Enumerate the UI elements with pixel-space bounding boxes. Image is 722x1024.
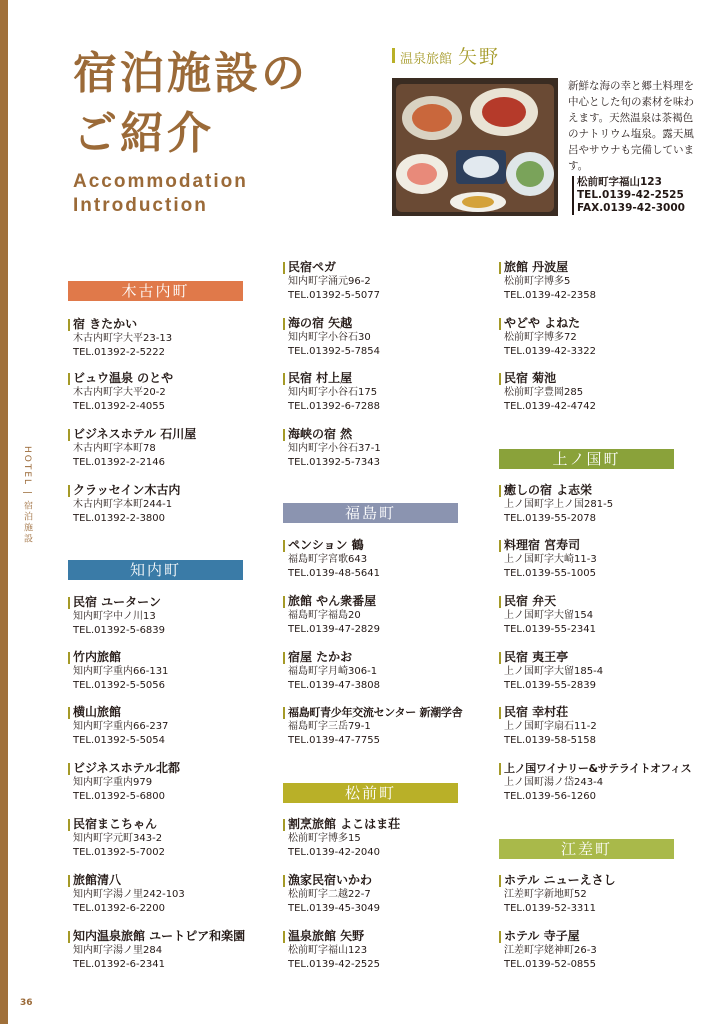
entry-name: 旅館 丹波屋 [499,260,699,275]
list-item [499,371,699,414]
entry-name: 民宿まこちゃん [68,817,268,832]
featured-hotel [392,42,692,222]
entry-tel: TEL.0139-55-2839 [504,680,597,691]
entry-tel: TEL.01392-2-3800 [73,513,166,524]
list-item [283,594,483,637]
entry-address: 木古内町字本町244-1 [73,499,173,510]
entry-tel: TEL.01392-2-5222 [73,347,166,358]
featured-hotel-header [392,42,500,69]
entry-tel: TEL.01392-2-4055 [73,401,166,412]
entry-address: 上ノ国町湯ノ岱243-4 [504,777,604,788]
entry-tel: TEL.0139-47-2829 [288,624,381,635]
page-title [73,44,308,164]
entry-name: 知内温泉旅館 ユートピア和楽園 [68,929,268,944]
entry-address: 上ノ国町字大留154 [504,610,594,621]
entry-name: 民宿 夷王亭 [499,650,699,665]
featured-hotel-fax: FAX.0139-42-3000 [577,202,685,214]
entry-name: 民宿 ユーターン [68,595,268,610]
list-item [283,650,483,693]
entry-address: 知内町字小谷石175 [288,387,378,398]
entry-address: 松前町字博多72 [504,332,577,343]
entry-tel: TEL.0139-48-5641 [288,568,381,579]
entry-name: 温泉旅館 矢野 [283,929,483,944]
entry-tel: TEL.0139-58-5158 [504,735,597,746]
entry-tel: TEL.0139-42-2040 [288,847,381,858]
entry-name: ビジネスホテル 石川屋 [68,427,268,442]
list-item [499,260,699,303]
entry-tel: TEL.01392-6-7288 [288,401,381,412]
entry-address: 木古内町字本町78 [73,443,156,454]
section-heading-kikonai: 木古内町 [68,281,243,301]
list-item [283,817,483,860]
featured-hotel-tel: TEL.0139-42-2525 [577,189,684,201]
entry-name: 海の宿 矢越 [283,316,483,331]
entry-tel: TEL.01392-5-5077 [288,290,381,301]
entry-name: 民宿 菊池 [499,371,699,386]
entry-tel: TEL.0139-42-4742 [504,401,597,412]
list-item [499,705,699,748]
entry-tel: TEL.01392-2-2146 [73,457,166,468]
list-item [499,594,699,637]
list-item [283,260,483,303]
entry-tel: TEL.01392-5-5056 [73,680,166,691]
featured-hotel-description: 新鮮な海の幸と郷土料理を中心とした旬の素材を味わえます。天然温泉は茶褐色のナトリウム塩泉。露天風呂やサウナも完備しています。 [568,80,694,172]
featured-food-photo [392,78,558,216]
list-item [68,427,268,470]
entry-name: 福島町青少年交流センター 新潮学舎 [283,705,483,720]
entry-tel: TEL.0139-56-1260 [504,791,597,802]
entry-address: 松前町字二越22-7 [288,889,371,900]
entry-name: 竹内旅館 [68,650,268,665]
entry-tel: TEL.0139-42-2525 [288,959,381,970]
entry-name: 割烹旅館 よこはま荘 [283,817,483,832]
entry-address: 福島町字宮歌643 [288,554,368,565]
section-heading-matsumae: 松前町 [283,783,458,803]
page-subtitle-line2: Introduction [73,195,208,216]
entry-tel: TEL.0139-55-2078 [504,513,597,524]
entry-address: 知内町字涌元96-2 [288,276,371,287]
entry-name: クラッセイン木古内 [68,483,268,498]
page-title-line1: 宿泊施設の [73,48,308,99]
list-item [283,538,483,581]
list-item [499,316,699,359]
entry-address: 上ノ国町字扇石11-2 [504,721,597,732]
entry-name: 料理宿 宮寿司 [499,538,699,553]
entry-name: 宿屋 たかお [283,650,483,665]
entry-address: 松前町字福山123 [288,945,368,956]
entry-name: 漁家民宿いかわ [283,873,483,888]
list-item [499,873,699,916]
entry-address: 松前町字博多5 [504,276,571,287]
entry-name: 民宿 弁天 [499,594,699,609]
list-item [499,650,699,693]
list-item [283,929,483,972]
featured-hotel-address: 松前町字福山123 [577,176,662,188]
entry-address: 木古内町字大平23-13 [73,333,173,344]
entry-address: 上ノ国町字上ノ国281-5 [504,499,614,510]
list-item [68,650,268,693]
list-item [283,873,483,916]
entry-name: 旅館 やん衆番屋 [283,594,483,609]
entry-address: 知内町字中ノ川13 [73,611,156,622]
entry-tel: TEL.0139-47-3808 [288,680,381,691]
entry-address: 知内町字重内979 [73,777,153,788]
entry-tel: TEL.01392-5-7343 [288,457,381,468]
entry-name: 癒しの宿 よ志栄 [499,483,699,498]
entry-tel: TEL.01392-6-2341 [73,959,166,970]
page-subtitle-line1: Accommodation [73,171,248,192]
entry-tel: TEL.01392-5-6839 [73,625,166,636]
list-item [68,817,268,860]
entry-tel: TEL.0139-45-3049 [288,903,381,914]
entry-name: 民宿 村上屋 [283,371,483,386]
page-title-line2: ご紹介 [73,108,214,159]
entry-address: 知内町字元町343-2 [73,833,163,844]
list-item [68,483,268,526]
entry-address: 知内町字小谷石37-1 [288,443,381,454]
featured-marker [392,48,395,63]
list-item [68,705,268,748]
entry-name: 上ノ国ワイナリー&サテライトオフィス [499,761,699,776]
entry-name: ビジネスホテル北都 [68,761,268,776]
list-item [68,595,268,638]
entry-name: 旅館清八 [68,873,268,888]
entry-address: 知内町字重内66-131 [73,666,169,677]
entry-name: 宿 きたかい [68,317,268,332]
left-accent-bar [0,0,8,1024]
list-item [68,761,268,804]
entry-name: 横山旅館 [68,705,268,720]
list-item [499,929,699,972]
entry-name: 民宿ペガ [283,260,483,275]
entry-name: 海峡の宿 然 [283,427,483,442]
entry-tel: TEL.0139-52-0855 [504,959,597,970]
entry-tel: TEL.0139-55-2341 [504,624,597,635]
entry-address: 松前町字豊岡285 [504,387,584,398]
entry-tel: TEL.0139-55-1005 [504,568,597,579]
list-item [283,316,483,359]
section-heading-fukushima: 福島町 [283,503,458,523]
list-item [499,538,699,581]
entry-address: 松前町字博多15 [288,833,361,844]
entry-address: 知内町字小谷石30 [288,332,371,343]
list-item [68,929,268,972]
list-item [68,317,268,360]
entry-tel: TEL.01392-5-5054 [73,735,166,746]
entry-address: 木古内町字大平20-2 [73,387,166,398]
list-item [499,761,699,804]
featured-hotel-name: 矢野 [458,46,501,68]
entry-name: ビュウ温泉 のとや [68,371,268,386]
entry-name: ホテル ニューえさし [499,873,699,888]
entry-tel: TEL.0139-42-3322 [504,346,597,357]
entry-tel: TEL.01392-5-7002 [73,847,166,858]
side-section-label: HOTEL | 宿泊施設 [22,446,32,545]
entry-tel: TEL.0139-52-3311 [504,903,597,914]
entry-name: 民宿 幸村荘 [499,705,699,720]
entry-address: 福島町字三岳79-1 [288,721,371,732]
entry-name: ホテル 寺子屋 [499,929,699,944]
list-item [68,873,268,916]
entry-address: 福島町字月崎306-1 [288,666,378,677]
entry-tel: TEL.0139-42-2358 [504,290,597,301]
entry-tel: TEL.0139-47-7755 [288,735,381,746]
featured-hotel-category: 温泉旅館 [400,52,453,67]
entry-tel: TEL.01392-5-7854 [288,346,381,357]
entry-address: 福島町字福島20 [288,610,361,621]
entry-tel: TEL.01392-5-6800 [73,791,166,802]
list-item [283,427,483,470]
page-number: 36 [20,998,33,1008]
list-item [68,371,268,414]
list-item [283,705,483,748]
entry-name: ペンション 鶴 [283,538,483,553]
entry-address: 上ノ国町字大崎11-3 [504,554,597,565]
page-subtitle [73,170,248,218]
entry-address: 江差町字新地町52 [504,889,587,900]
section-heading-esashi: 江差町 [499,839,674,859]
section-heading-kaminokuni: 上ノ国町 [499,449,674,469]
entry-address: 上ノ国町字大留185-4 [504,666,604,677]
list-item [499,483,699,526]
entry-address: 知内町字湯ノ里284 [73,945,163,956]
featured-hotel-contact [572,176,685,215]
entry-address: 知内町字湯ノ里242-103 [73,889,185,900]
list-item [283,371,483,414]
section-heading-shiriuchi: 知内町 [68,560,243,580]
entry-name: やどや よねた [499,316,699,331]
entry-address: 知内町字重内66-237 [73,721,169,732]
entry-address: 江差町字姥神町26-3 [504,945,597,956]
entry-tel: TEL.01392-6-2200 [73,903,166,914]
